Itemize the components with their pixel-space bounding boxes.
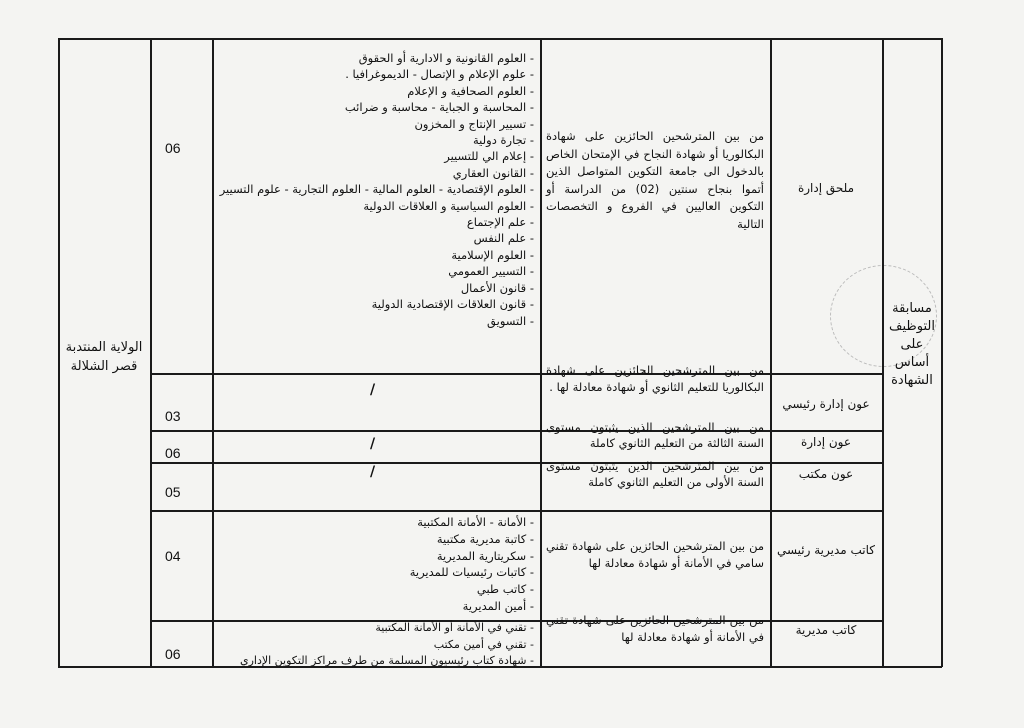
table-top-border (58, 38, 942, 40)
specialties-list (218, 620, 534, 670)
rank-cell: عون مكتب (798, 467, 854, 481)
location-cell: الولاية المنتدبة قصر الشلالة (65, 340, 143, 374)
list-item: - العلوم الصحافية و الإعلام (407, 83, 534, 98)
row-separator-4 (150, 510, 882, 512)
list-item: - العلوم الإسلامية (451, 247, 534, 262)
list-item: - علم النفس (473, 231, 534, 246)
list-item: - علم الإجتماع (466, 215, 534, 230)
list-item: - سكريتارية المديرية (436, 548, 534, 563)
col-border-location-right (150, 38, 152, 667)
specialties-list (218, 50, 534, 329)
list-item: - إعلام الي للتسيير (444, 149, 534, 164)
posts-cell: 04 (165, 548, 181, 564)
condition-cell: من بين المترشحين الحائزين على شهادة البكالوريا أو شهادة النجاح في الإمتحان الخاص بالدخول الى جامعة التكوين المتواصل الذين أتموا بنجاح سنتين (02) من الدراسة أو التكوين العاليين في الفروع و التخصصات التالية (546, 129, 764, 231)
list-item: - التسيير العمومي (448, 264, 534, 279)
posts-cell: 05 (165, 484, 181, 500)
list-item: - كاتبة مديرية مكتبية (436, 531, 534, 546)
condition-cell: من بين المترشحين الذين يثبتون مستوى السنة الثالثة من التعليم الثانوي كاملة (546, 420, 764, 450)
list-item: - المحاسبة و الجباية - محاسبة و ضرائب (344, 100, 534, 115)
empty-mark: / (370, 436, 376, 452)
posts-cell: 03 (165, 408, 181, 424)
posts-cell: 06 (165, 646, 181, 662)
list-item: - شهادة كتاب رئيسيون المسلمة من طرف مراكز التكوين الإداري (239, 654, 534, 667)
exam-type-cell: مسابقة التوظيف على أساس الشهادة (889, 301, 935, 388)
condition-cell: من بين المترشحين الحائزين على شهادة تقني سامي في الأمانة أو شهادة معادلة لها (546, 539, 764, 570)
posts-cell: 06 (165, 445, 181, 461)
list-item: - تسيير الإنتاج و المخزون (414, 116, 534, 131)
condition-cell: من بين المترشحين الذين يثبتون مستوى السنة الأولى من التعليم الثانوي كاملة (546, 459, 764, 489)
posts-cell: 06 (165, 140, 181, 156)
list-item: - العلوم السياسية و العلاقات الدولية (363, 198, 534, 213)
empty-mark: / (370, 382, 376, 398)
rank-cell: كاتب مديرية (795, 623, 857, 637)
list-item: - كاتب طبي (476, 582, 534, 597)
rank-cell: عون إدارة (800, 435, 852, 449)
row-separator-1 (150, 373, 882, 375)
list-item: - تقني في أمين مكتب (433, 637, 534, 651)
col-border-location-left (58, 38, 60, 667)
list-item: - العلوم القانونية و الادارية أو الحقوق (358, 51, 534, 65)
list-item: - التسويق (487, 313, 534, 328)
list-item: - العلوم الإقتصادية - العلوم المالية - العلوم التجارية - علوم التسيير (219, 182, 534, 197)
list-item: - علوم الإعلام و الإتصال - الديموغرافيا . (345, 67, 534, 82)
condition-cell: من بين المترشحين الحائزين على شهادة تقني في الأمانة أو شهادة معادلة لها (546, 613, 764, 644)
col-border-rank-right (882, 38, 884, 667)
empty-mark: / (370, 464, 376, 480)
col-border-condition-right (770, 38, 772, 667)
rank-cell: كاتب مديرية رئيسي (776, 543, 876, 557)
list-item: - أمين المديرية (462, 598, 534, 613)
col-border-posts-right (212, 38, 214, 667)
specialties-list (340, 514, 534, 615)
condition-cell: من بين المترشحين الحائزين على شهادة البكالوريا للتعليم الثانوي أو شهادة معادلة لها . (546, 363, 764, 394)
row-separator-2 (150, 430, 882, 432)
rank-cell: عون إدارة رئيسي (782, 397, 870, 411)
list-item: - قانون العلاقات الإقتصادية الدولية (371, 297, 534, 312)
list-item: - تقني في الأمانة أو الأمانة المكتبية (375, 621, 534, 634)
row-separator-3 (150, 462, 882, 464)
list-item: - كاتبات رئيسيات للمديرية (409, 565, 534, 580)
rank-cell: ملحق إدارة (797, 181, 855, 195)
list-item: - الأمانة - الأمانة المكتبية (417, 515, 534, 529)
col-border-exam-right (941, 38, 943, 667)
list-item: - القانون العقاري (452, 165, 534, 180)
col-border-specialties-right (540, 38, 542, 667)
list-item: - تجارة دولية (473, 133, 534, 148)
list-item: - قانون الأعمال (460, 280, 534, 295)
